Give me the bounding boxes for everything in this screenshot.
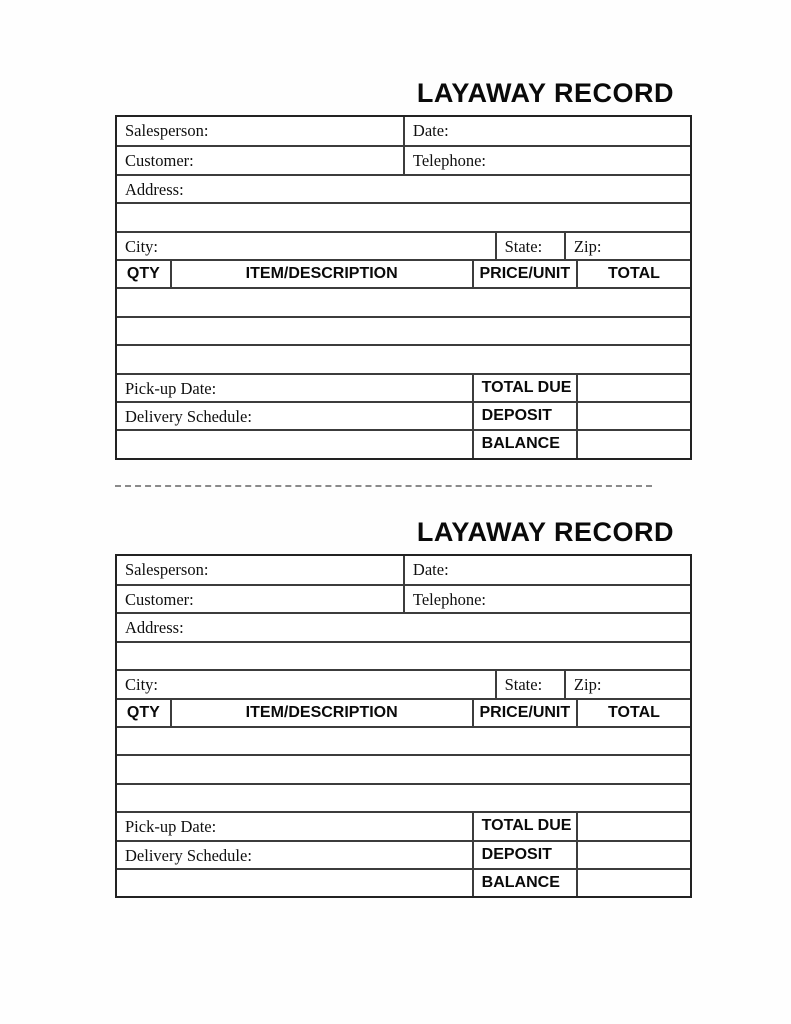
telephone-label: Telephone: bbox=[412, 590, 486, 610]
item-row-3 bbox=[117, 783, 690, 811]
delivery-schedule-label: Delivery Schedule: bbox=[125, 845, 252, 865]
qty-header-label: QTY bbox=[126, 265, 160, 283]
items-header-row bbox=[117, 259, 690, 287]
balance-left-blank-cell bbox=[117, 870, 472, 896]
total-header-label: TOTAL bbox=[608, 265, 660, 283]
total-due-amount-cell bbox=[576, 813, 690, 839]
state-field bbox=[495, 671, 564, 697]
date-field bbox=[403, 117, 690, 145]
item-row-blank bbox=[117, 785, 690, 811]
deposit-amount-cell bbox=[576, 403, 690, 429]
salesperson-date-row bbox=[117, 117, 690, 145]
customer-field bbox=[117, 147, 403, 173]
telephone-field bbox=[403, 586, 690, 612]
pickup-date-label: Pick-up Date: bbox=[125, 378, 217, 398]
total-due-amount-cell bbox=[576, 375, 690, 401]
zip-label: Zip: bbox=[573, 675, 602, 695]
balance-label: BALANCE bbox=[481, 874, 560, 892]
salesperson-field bbox=[117, 117, 403, 145]
address-label: Address: bbox=[125, 618, 184, 638]
item-row-2 bbox=[117, 316, 690, 344]
delivery-schedule-label: Delivery Schedule: bbox=[125, 406, 252, 426]
date-label: Date: bbox=[412, 121, 449, 140]
city-state-zip-row bbox=[117, 231, 690, 259]
address-line2-field bbox=[117, 643, 690, 669]
item-row-1 bbox=[117, 726, 690, 754]
salesperson-label: Salesperson: bbox=[125, 559, 209, 579]
pickup-totaldue-row bbox=[117, 373, 690, 401]
state-label: State: bbox=[504, 236, 543, 256]
salesperson-field bbox=[117, 556, 403, 584]
price-unit-header-label: PRICE/UNIT bbox=[479, 703, 571, 721]
balance-row bbox=[117, 429, 690, 457]
qty-column-header bbox=[117, 261, 170, 287]
price-unit-column-header bbox=[472, 261, 576, 287]
city-field bbox=[117, 233, 495, 259]
total-column-header bbox=[576, 261, 690, 287]
layaway-form-copy-2 bbox=[115, 517, 692, 899]
address-row bbox=[117, 612, 690, 640]
city-field bbox=[117, 671, 495, 697]
balance-label: BALANCE bbox=[481, 435, 560, 453]
state-label: State: bbox=[504, 675, 543, 695]
balance-header-cell bbox=[472, 431, 576, 457]
balance-amount-cell bbox=[576, 870, 690, 896]
pickup-date-label: Pick-up Date: bbox=[125, 817, 217, 837]
deposit-label: DEPOSIT bbox=[481, 845, 552, 863]
balance-header-cell bbox=[472, 870, 576, 896]
item-row-blank bbox=[117, 318, 690, 344]
address-field bbox=[117, 176, 690, 202]
total-due-header-cell bbox=[472, 375, 576, 401]
address-line2-field bbox=[117, 204, 690, 230]
customer-telephone-row bbox=[117, 145, 690, 173]
address-line2-row bbox=[117, 202, 690, 230]
customer-label: Customer: bbox=[125, 590, 194, 610]
deposit-header-cell bbox=[472, 403, 576, 429]
layaway-form-table bbox=[115, 554, 692, 899]
telephone-label: Telephone: bbox=[412, 151, 486, 171]
total-due-label: TOTAL DUE bbox=[481, 378, 572, 396]
date-label: Date: bbox=[412, 559, 449, 579]
pickup-totaldue-row bbox=[117, 811, 690, 839]
salesperson-date-row bbox=[117, 556, 690, 584]
pickup-date-field bbox=[117, 375, 472, 401]
deposit-header-cell bbox=[472, 842, 576, 868]
item-row-blank bbox=[117, 756, 690, 782]
address-line2-row bbox=[117, 641, 690, 669]
zip-label: Zip: bbox=[573, 236, 602, 256]
telephone-field bbox=[403, 147, 690, 173]
form-title: LAYAWAY RECORD bbox=[416, 516, 674, 547]
delivery-schedule-field bbox=[117, 403, 472, 429]
qty-column-header bbox=[117, 700, 170, 726]
salesperson-label: Salesperson: bbox=[125, 121, 209, 140]
deposit-label: DEPOSIT bbox=[481, 407, 552, 425]
price-unit-header-label: PRICE/UNIT bbox=[479, 265, 571, 283]
price-unit-column-header bbox=[472, 700, 576, 726]
items-header-row bbox=[117, 698, 690, 726]
total-due-header-cell bbox=[472, 813, 576, 839]
address-row bbox=[117, 174, 690, 202]
pickup-date-field bbox=[117, 813, 472, 839]
item-row-blank bbox=[117, 346, 690, 372]
layaway-form-copy-1 bbox=[115, 0, 692, 460]
balance-left-blank-cell bbox=[117, 431, 472, 457]
total-due-label: TOTAL DUE bbox=[481, 817, 572, 835]
balance-amount-cell bbox=[576, 431, 690, 457]
description-header-label: ITEM/DESCRIPTION bbox=[245, 703, 398, 721]
description-column-header bbox=[170, 261, 472, 287]
zip-field bbox=[564, 671, 690, 697]
customer-telephone-row bbox=[117, 584, 690, 612]
item-row-2 bbox=[117, 754, 690, 782]
zip-field bbox=[564, 233, 690, 259]
delivery-schedule-field bbox=[117, 842, 472, 868]
customer-label: Customer: bbox=[125, 151, 194, 171]
address-field bbox=[117, 614, 690, 640]
state-field bbox=[495, 233, 564, 259]
item-row-1 bbox=[117, 287, 690, 315]
customer-field bbox=[117, 586, 403, 612]
layaway-form-table bbox=[115, 115, 692, 460]
item-row-blank bbox=[117, 289, 690, 315]
delivery-deposit-row bbox=[117, 401, 690, 429]
deposit-amount-cell bbox=[576, 842, 690, 868]
city-state-zip-row bbox=[117, 669, 690, 697]
qty-header-label: QTY bbox=[126, 703, 160, 721]
city-label: City: bbox=[125, 675, 159, 695]
balance-row bbox=[117, 868, 690, 896]
date-field bbox=[403, 556, 690, 584]
total-header-label: TOTAL bbox=[608, 703, 660, 721]
dashed-cut-line bbox=[115, 485, 652, 487]
item-row-3 bbox=[117, 344, 690, 372]
city-label: City: bbox=[125, 236, 159, 256]
description-column-header bbox=[170, 700, 472, 726]
form-title: LAYAWAY RECORD bbox=[416, 78, 674, 108]
description-header-label: ITEM/DESCRIPTION bbox=[245, 265, 398, 283]
total-column-header bbox=[576, 700, 690, 726]
item-row-blank bbox=[117, 728, 690, 754]
address-label: Address: bbox=[125, 179, 184, 199]
delivery-deposit-row bbox=[117, 840, 690, 868]
